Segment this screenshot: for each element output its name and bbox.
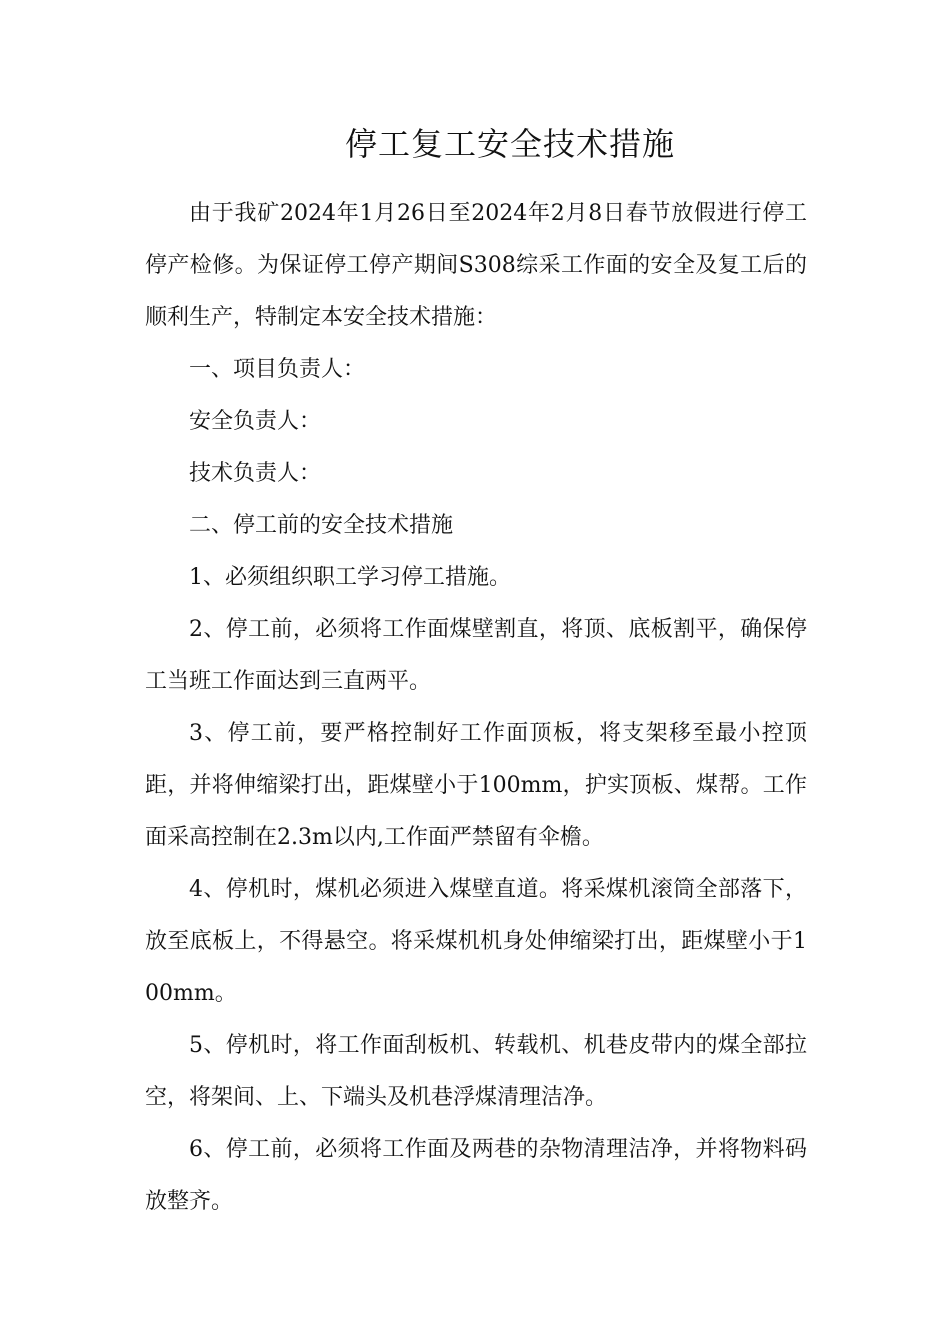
paragraph-section-2-heading: 二、停工前的安全技术措施	[189, 513, 454, 538]
paragraph-item-4: 4、停机时，煤机必须进入煤壁直道。将采煤机滚筒全部落下，放至底板上，不得悬空。将采煤机机身处伸缩梁打出，距煤壁小于100mm。	[145, 877, 807, 1006]
paragraph-section-1-heading: 一、项目负责人：	[189, 357, 366, 382]
document-title: 停工复工安全技术措施	[344, 125, 675, 163]
paragraph-safety-lead: 安全负责人：	[189, 409, 322, 434]
paragraph-item-1: 1、必须组织职工学习停工措施。	[189, 565, 511, 590]
paragraph-item-3: 3、停工前，要严格控制好工作面顶板，将支架移至最小控顶距，并将伸缩梁打出，距煤壁小于100mm，护实顶板、煤帮。工作面采高控制在2.3m以内,工作面严禁留有伞檐。	[145, 721, 807, 850]
document-body	[145, 188, 807, 1228]
paragraph-item-6: 6、停工前，必须将工作面及两巷的杂物清理洁净，并将物料码放整齐。	[145, 1137, 807, 1214]
paragraph-technical-lead: 技术负责人：	[189, 461, 322, 486]
paragraph-item-2: 2、停工前，必须将工作面煤壁割直，将顶、底板割平，确保停工当班工作面达到三直两平。	[145, 617, 807, 694]
paragraph-intro: 由于我矿2024年1月26日至2024年2月8日春节放假进行停工停产检修。为保证停工停产期间S308综采工作面的安全及复工后的顺利生产，特制定本安全技术措施：	[145, 201, 807, 330]
paragraph-item-5: 5、停机时，将工作面刮板机、转载机、机巷皮带内的煤全部拉空，将架间、上、下端头及机巷浮煤清理洁净。	[145, 1033, 807, 1110]
